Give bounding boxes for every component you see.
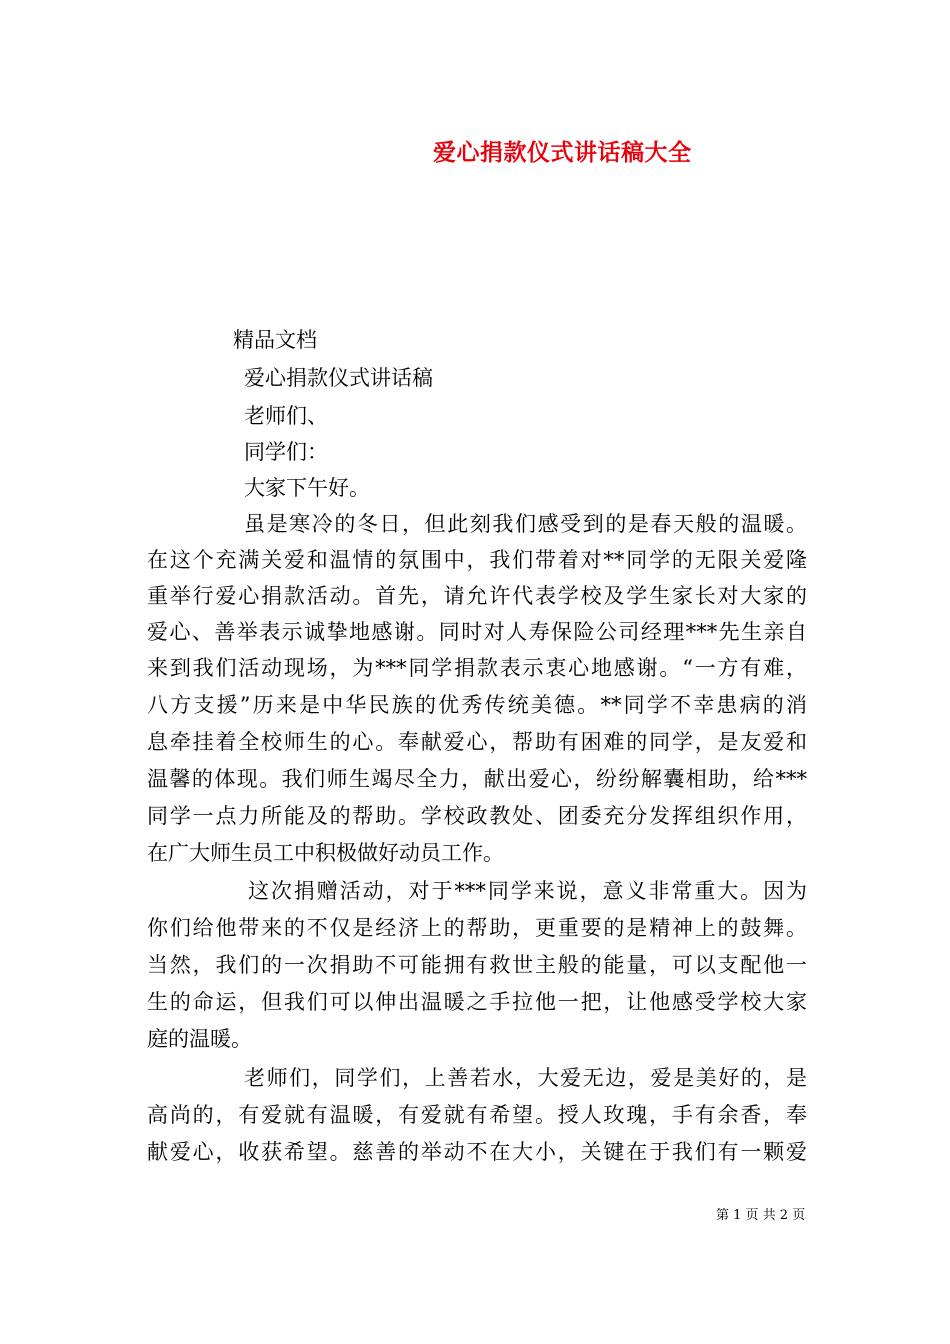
- paragraph-line: 八方支援”历来是中华民族的优秀传统美德。**同学不幸患病的消: [147, 693, 807, 717]
- page-number-footer: 第 1 页 共 2 页: [716, 1208, 806, 1223]
- paragraph-line: 息牵挂着全校师生的心。奉献爱心，帮助有困难的同学，是友爱和: [147, 730, 807, 754]
- header-line: 同学们：: [244, 440, 328, 464]
- paragraph-line: 庭的温暖。: [147, 1027, 252, 1051]
- paragraph-line: 重举行爱心捐款活动。首先，请允许代表学校及学生家长对大家的: [147, 584, 807, 608]
- paragraph-line: 献爱心，收获希望。慈善的举动不在大小，关键在于我们有一颗爱: [147, 1140, 807, 1164]
- paragraph-line: 爱心、善举表示诚挚地感谢。同时对人寿保险公司经理***先生亲自: [147, 620, 807, 644]
- header-line: 大家下午好。: [244, 476, 370, 500]
- header-line: 精品文档: [233, 328, 317, 352]
- paragraph-line: 生的命运，但我们可以伸出温暖之手拉他一把，让他感受学校大家: [147, 990, 807, 1014]
- paragraph-line: 老师们，同学们，上善若水，大爱无边，爱是美好的，是: [244, 1066, 807, 1090]
- paragraph-line: 在这个充满关爱和温情的氛围中，我们带着对**同学的无限关爱隆: [147, 548, 807, 572]
- header-line: 爱心捐款仪式讲话稿: [244, 366, 433, 390]
- paragraph-line: 这次捐赠活动，对于***同学来说，意义非常重大。因为: [248, 879, 807, 903]
- paragraph-line: 来到我们活动现场，为***同学捐款表示衷心地感谢。“一方有难，: [147, 656, 807, 680]
- document-title: 爱心捐款仪式讲话稿大全: [433, 139, 692, 166]
- header-line: 老师们、: [244, 404, 328, 428]
- paragraph-line: 温馨的体现。我们师生竭尽全力，献出爱心，纷纷解囊相助，给***: [147, 767, 807, 791]
- paragraph-line: 在广大师生员工中积极做好动员工作。: [147, 841, 504, 865]
- paragraph-line: 你们给他带来的不仅是经济上的帮助，更重要的是精神上的鼓舞。: [147, 916, 807, 940]
- paragraph-line: 高尚的，有爱就有温暖，有爱就有希望。授人玫瑰，手有余香，奉: [147, 1103, 807, 1127]
- paragraph-line: 虽是寒冷的冬日，但此刻我们感受到的是春天般的温暖。: [244, 512, 807, 536]
- paragraph-line: 同学一点力所能及的帮助。学校政教处、团委充分发挥组织作用，: [147, 804, 807, 828]
- paragraph-line: 当然，我们的一次捐助不可能拥有救世主般的能量，可以支配他一: [147, 953, 807, 977]
